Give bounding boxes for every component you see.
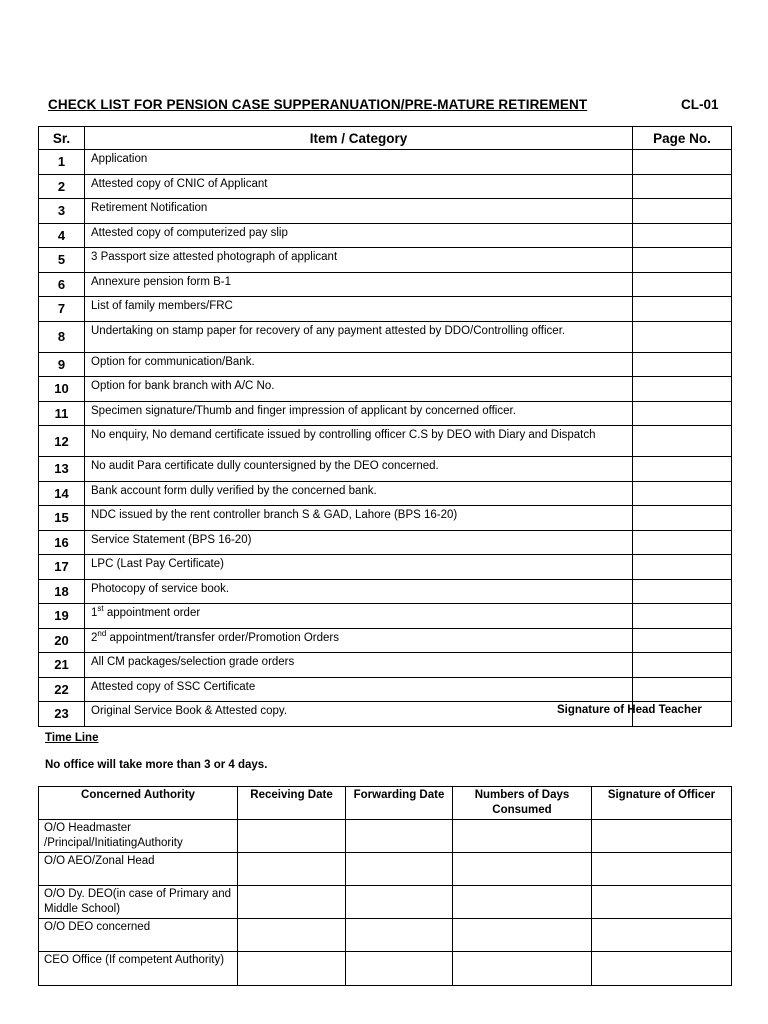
authority-label: O/O DEO concerned <box>39 919 238 952</box>
column-header-receiving-date: Receiving Date <box>238 787 346 820</box>
row-item-text: Attested copy of SSC Certificate <box>85 677 633 702</box>
authority-label: O/O Headmaster /Principal/InitiatingAuthority <box>39 820 238 853</box>
table-row <box>39 321 732 352</box>
row-page-no-cell <box>633 223 732 248</box>
receiving-date-cell <box>238 820 346 853</box>
row-sr-number: 18 <box>39 579 85 604</box>
row-item-text: Option for communication/Bank. <box>85 352 633 377</box>
timeline-header-row <box>39 787 732 820</box>
item-text: appointment/transfer order/Promotion Orders <box>106 631 339 644</box>
table-row <box>39 506 732 531</box>
row-page-no-cell <box>633 555 732 580</box>
ordinal-number: 1 <box>91 607 98 619</box>
row-sr-number: 20 <box>39 628 85 653</box>
days-consumed-cell <box>453 919 592 952</box>
timeline-row <box>39 886 732 919</box>
row-item-text: Original Service Book & Attested copy. <box>85 702 633 727</box>
row-sr-number: 7 <box>39 297 85 322</box>
column-header-page-no: Page No. <box>633 127 732 150</box>
row-page-no-cell <box>633 653 732 678</box>
row-item-text: Service Statement (BPS 16-20) <box>85 530 633 555</box>
row-sr-number: 17 <box>39 555 85 580</box>
checklist-header-row <box>39 127 732 150</box>
days-consumed-cell <box>453 952 592 986</box>
timeline-row <box>39 853 732 886</box>
table-row <box>39 150 732 175</box>
row-page-no-cell <box>633 677 732 702</box>
table-row <box>39 677 732 702</box>
row-item-text: Option for bank branch with A/C No. <box>85 377 633 402</box>
row-page-no-cell <box>633 174 732 199</box>
timeline-row <box>39 820 732 853</box>
row-sr-number: 6 <box>39 272 85 297</box>
row-item-text: LPC (Last Pay Certificate) <box>85 555 633 580</box>
table-row <box>39 426 732 457</box>
table-row <box>39 530 732 555</box>
table-row <box>39 352 732 377</box>
row-sr-number: 16 <box>39 530 85 555</box>
row-page-no-cell <box>633 604 732 629</box>
row-page-no-cell <box>633 426 732 457</box>
table-row <box>39 401 732 426</box>
row-sr-number: 14 <box>39 481 85 506</box>
days-consumed-cell <box>453 886 592 919</box>
authority-label: CEO Office (If competent Authority) <box>39 952 238 986</box>
row-sr-number: 21 <box>39 653 85 678</box>
row-item-text <box>85 604 633 629</box>
column-header-item: Item / Category <box>85 127 633 150</box>
row-item-text: 3 Passport size attested photograph of applicant <box>85 248 633 273</box>
ordinal-suffix: nd <box>97 628 107 638</box>
row-sr-number: 4 <box>39 223 85 248</box>
row-sr-number: 5 <box>39 248 85 273</box>
receiving-date-cell <box>238 952 346 986</box>
row-page-no-cell <box>633 272 732 297</box>
row-sr-number: 12 <box>39 426 85 457</box>
row-page-no-cell <box>633 579 732 604</box>
table-row <box>39 457 732 482</box>
row-page-no-cell <box>633 628 732 653</box>
row-page-no-cell <box>633 297 732 322</box>
document-title: CHECK LIST FOR PENSION CASE SUPPERANUATION/PRE-MATURE RETIREMENT <box>48 97 588 112</box>
row-sr-number: 1 <box>39 150 85 175</box>
forwarding-date-cell <box>346 820 453 853</box>
row-item-text: Bank account form dully verified by the concerned bank. <box>85 481 633 506</box>
table-row <box>39 628 732 653</box>
table-row <box>39 199 732 224</box>
row-sr-number: 15 <box>39 506 85 531</box>
ordinal-suffix: st <box>97 604 104 614</box>
ordinal-number: 2 <box>91 631 98 644</box>
row-item-text: NDC issued by the rent controller branch S & GAD, Lahore (BPS 16-20) <box>85 506 633 531</box>
row-item-text: List of family members/FRC <box>85 297 633 322</box>
row-sr-number: 2 <box>39 174 85 199</box>
row-page-no-cell <box>633 401 732 426</box>
row-sr-number: 13 <box>39 457 85 482</box>
item-text: appointment order <box>103 607 201 619</box>
table-row <box>39 377 732 402</box>
row-item-text <box>85 628 633 653</box>
row-item-text: All CM packages/selection grade orders <box>85 653 633 678</box>
row-page-no-cell <box>633 377 732 402</box>
column-header-signature-officer: Signature of Officer <box>592 787 732 820</box>
timeline-heading: Time Line <box>45 732 99 744</box>
row-page-no-cell <box>633 248 732 273</box>
row-page-no-cell <box>633 352 732 377</box>
row-page-no-cell <box>633 150 732 175</box>
timeline-row <box>39 919 732 952</box>
row-page-no-cell <box>633 321 732 352</box>
timeline-table <box>38 786 732 986</box>
row-sr-number: 11 <box>39 401 85 426</box>
row-sr-number: 10 <box>39 377 85 402</box>
row-item-text: Attested copy of computerized pay slip <box>85 223 633 248</box>
row-item-text: Photocopy of service book. <box>85 579 633 604</box>
document-code: CL-01 <box>681 97 719 112</box>
row-item-text: Retirement Notification <box>85 199 633 224</box>
days-consumed-cell <box>453 820 592 853</box>
timeline-row <box>39 952 732 986</box>
row-sr-number: 9 <box>39 352 85 377</box>
row-sr-number: 22 <box>39 677 85 702</box>
column-header-days-consumed: Numbers of Days Consumed <box>453 787 592 820</box>
column-header-concerned-authority: Concerned Authority <box>39 787 238 820</box>
row-sr-number: 3 <box>39 199 85 224</box>
row-sr-number: 19 <box>39 604 85 629</box>
days-consumed-cell <box>453 853 592 886</box>
column-header-sr: Sr. <box>39 127 85 150</box>
table-row <box>39 653 732 678</box>
forwarding-date-cell <box>346 886 453 919</box>
row-page-no-cell <box>633 506 732 531</box>
authority-label: O/O Dy. DEO(in case of Primary and Middle School) <box>39 886 238 919</box>
receiving-date-cell <box>238 853 346 886</box>
table-row <box>39 174 732 199</box>
row-page-no-cell <box>633 530 732 555</box>
forwarding-date-cell <box>346 853 453 886</box>
row-item-text: Annexure pension form B-1 <box>85 272 633 297</box>
forwarding-date-cell <box>346 919 453 952</box>
row-sr-number: 23 <box>39 702 85 727</box>
table-row <box>39 223 732 248</box>
officer-signature-cell <box>592 952 732 986</box>
officer-signature-cell <box>592 853 732 886</box>
row-page-no-cell <box>633 199 732 224</box>
row-page-no-cell <box>633 457 732 482</box>
row-item-text: No audit Para certificate dully countersigned by the DEO concerned. <box>85 457 633 482</box>
row-item-text: Specimen signature/Thumb and finger impression of applicant by concerned officer. <box>85 401 633 426</box>
checklist-table <box>38 126 732 727</box>
row-item-text: Attested copy of CNIC of Applicant <box>85 174 633 199</box>
signature-head-teacher-label: Signature of Head Teacher <box>557 704 702 716</box>
officer-signature-cell <box>592 820 732 853</box>
column-header-forwarding-date: Forwarding Date <box>346 787 453 820</box>
forwarding-date-cell <box>346 952 453 986</box>
table-row <box>39 555 732 580</box>
row-item-text: Undertaking on stamp paper for recovery of any payment attested by DDO/Controlling officer. <box>85 321 633 352</box>
timeline-note: No office will take more than 3 or 4 days. <box>45 759 268 771</box>
receiving-date-cell <box>238 886 346 919</box>
table-row <box>39 272 732 297</box>
table-row <box>39 604 732 629</box>
table-row <box>39 297 732 322</box>
receiving-date-cell <box>238 919 346 952</box>
authority-label: O/O AEO/Zonal Head <box>39 853 238 886</box>
row-page-no-cell <box>633 481 732 506</box>
row-sr-number: 8 <box>39 321 85 352</box>
table-row <box>39 579 732 604</box>
table-row <box>39 481 732 506</box>
row-item-text: No enquiry, No demand certificate issued by controlling officer C.S by DEO with Diary and Dispatch <box>85 426 633 457</box>
row-item-text: Application <box>85 150 633 175</box>
officer-signature-cell <box>592 886 732 919</box>
table-row <box>39 248 732 273</box>
officer-signature-cell <box>592 919 732 952</box>
